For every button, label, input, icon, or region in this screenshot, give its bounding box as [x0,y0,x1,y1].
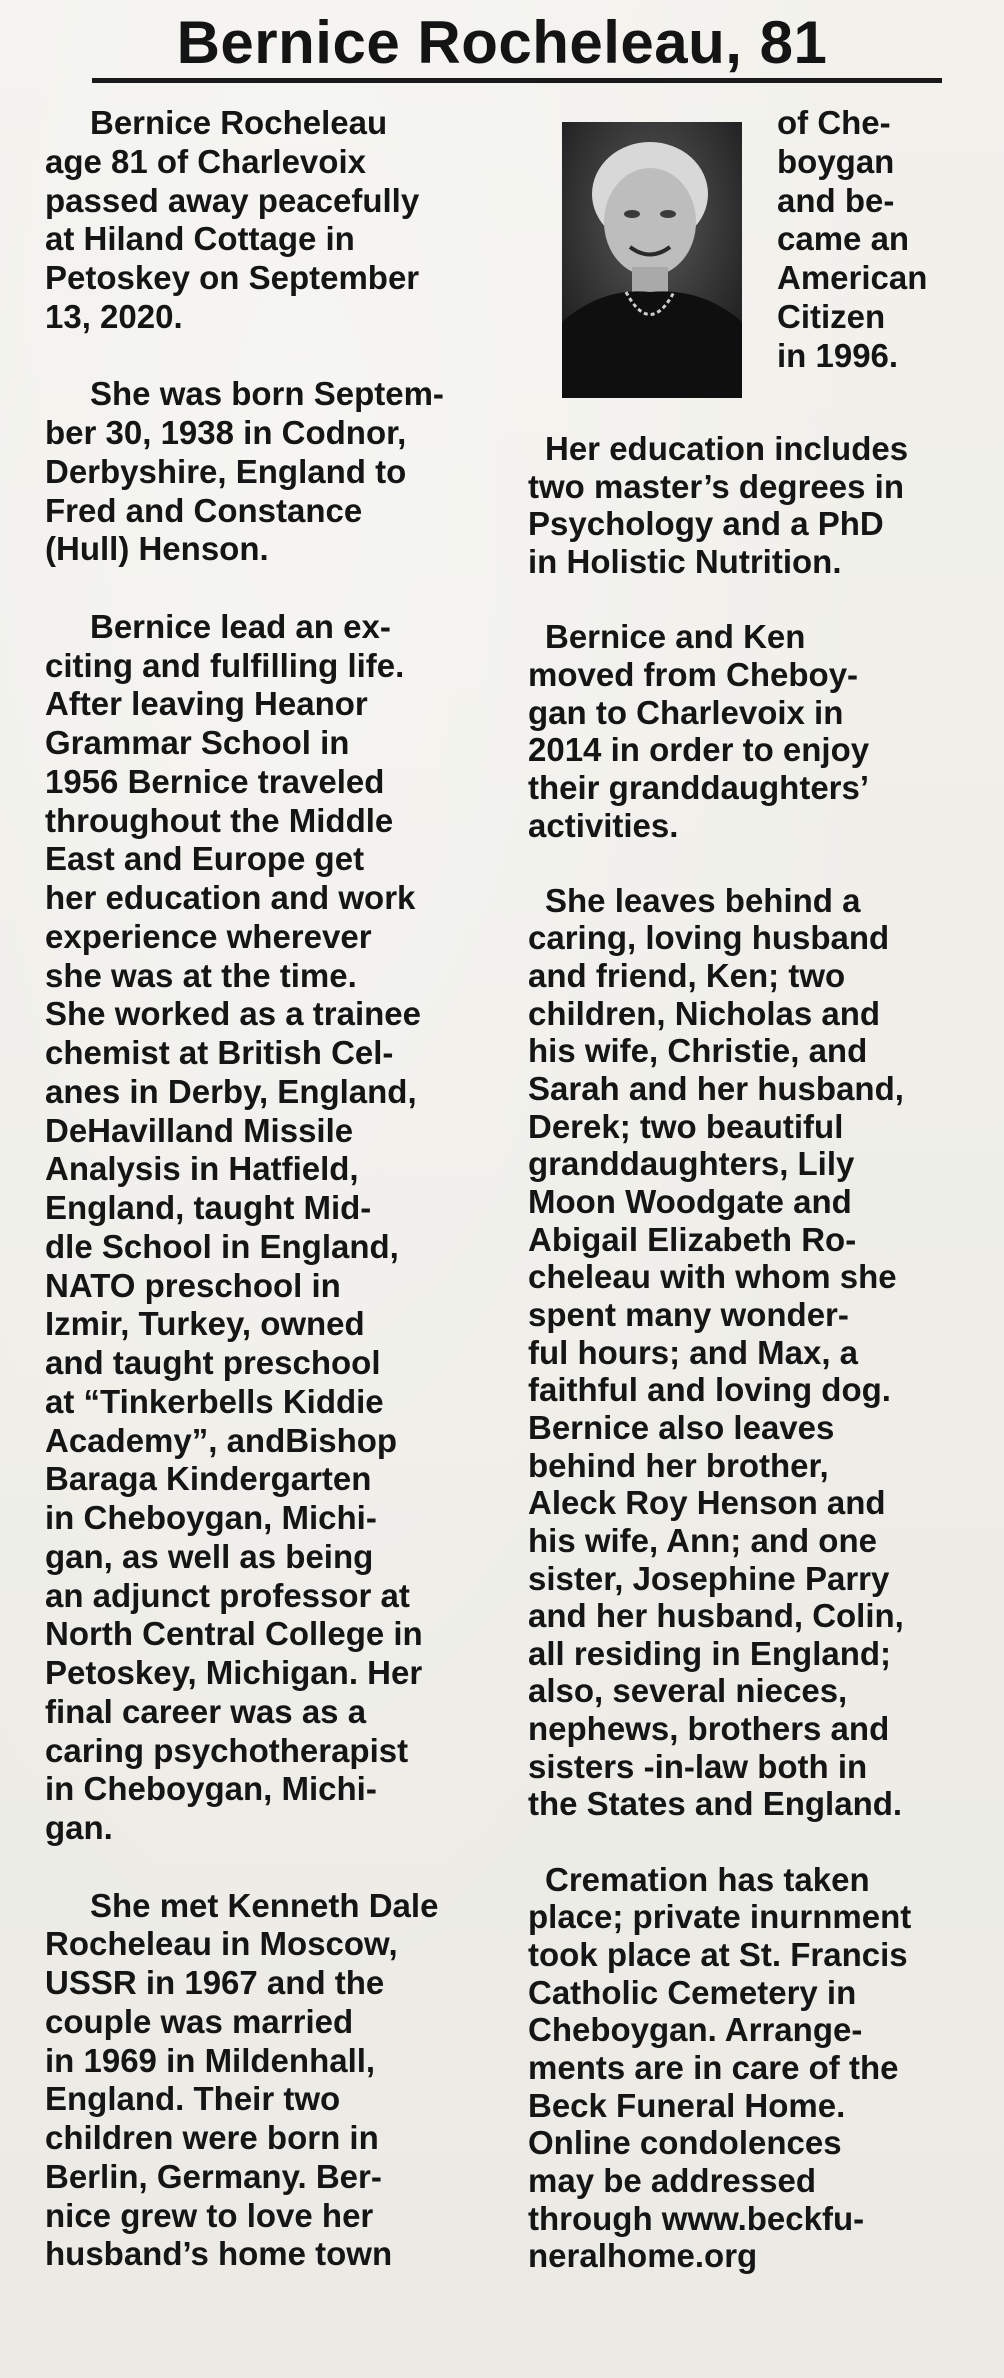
left-column-line: citing and fulfilling life. [45,646,405,684]
left-column-line: Baraga Kindergarten [45,1460,372,1498]
right-column-line: Psychology and a PhD [528,505,884,543]
right-column-line: ments are in care of the [528,2048,899,2086]
left-column-line: Berlin, Germany. Ber- [45,2157,382,2195]
left-column-line: Rocheleau in Moscow, [45,1925,398,1963]
left-column-line: (Hull) Henson. [45,530,269,568]
left-column-line: throughout the Middle [45,801,394,839]
right-column-line: and her husband, Colin, [528,1597,904,1635]
left-column-line: NATO preschool in [45,1266,341,1304]
left-column-line: DeHavilland Missile [45,1111,354,1149]
portrait-photo [562,122,742,398]
right-column-line: caring, loving husband [528,919,890,957]
left-column-line: Grammar School in [45,724,350,761]
right-column-line: neralhome.org [528,2237,758,2275]
right-column-line: took place at St. Francis [528,1936,908,1973]
left-column-line: at “Tinkerbells Kiddie [45,1382,384,1420]
left-column-line: She worked as a trainee [45,995,422,1033]
right-column-line: nephews, brothers and [528,1710,890,1748]
right-narrow-line: and be- [777,181,895,219]
left-column-line: England. Their two [45,2080,341,2118]
right-column-line: sister, Josephine Parry [528,1559,890,1597]
right-column-line: the States and England. [528,1785,903,1823]
left-column-line: age 81 of Charlevoix [45,142,366,180]
left-column-line: couple was married [45,2002,354,2040]
title-underline [92,78,942,83]
right-column-line: sisters -in-law both in [528,1747,868,1785]
left-column-line: in Cheboygan, Michi- [45,1770,377,1808]
right-column-line: Bernice also leaves [528,1408,835,1446]
left-column-line: children were born in [45,2119,379,2156]
right-column-line: and friend, Ken; two [528,957,846,995]
left-column-line: East and Europe get [45,840,365,878]
left-column-line: Bernice Rocheleau [90,104,388,141]
right-column-line: faithful and loving dog. [528,1371,891,1409]
right-narrow-line: in 1996. [777,336,899,374]
right-column-line: behind her brother, [528,1446,829,1484]
right-column-line: spent many wonder- [528,1295,849,1333]
left-column-line: Fred and Constance [45,491,363,529]
right-column-line: his wife, Christie, and [528,1032,868,1070]
right-column-line: their granddaughters’ [528,768,870,806]
right-column-line: his wife, Ann; and one [528,1521,877,1559]
left-column-line: North Central College in [45,1615,423,1653]
right-column-line: Moon Woodgate and [528,1183,852,1220]
left-column-line: final career was as a [45,1692,367,1730]
right-column-line: granddaughters, Lily [528,1145,855,1183]
right-narrow-line: Citizen [777,298,886,335]
left-column-line: in 1969 in Mildenhall, [45,2041,376,2079]
left-column-line: Academy”, andBishop [45,1421,398,1459]
left-column-line: she was at the time. [45,956,357,994]
left-column-line: England, taught Mid- [45,1189,372,1226]
right-column-line: Online condolences [528,2124,842,2162]
left-column-line: experience wherever [45,917,372,955]
right-column-line: may be addressed [528,2161,816,2199]
left-column-line: at Hiland Cottage in [45,220,355,258]
right-column-line: in Holistic Nutrition. [528,542,842,580]
right-column-line: Aleck Roy Henson and [528,1484,886,1522]
left-column-line: Petoskey on September [45,259,420,296]
left-column-line: nice grew to love her [45,2196,374,2234]
left-column-line: her education and work [45,879,416,916]
left-column-line: ber 30, 1938 in Codnor, [45,414,407,451]
right-column-line: Abigail Elizabeth Ro- [528,1220,857,1258]
left-column-line: After leaving Heanor [45,685,368,723]
left-column-line: anes in Derby, England, [45,1072,417,1110]
left-column-line: Derbyshire, England to [45,452,407,490]
right-column-line: Sarah and her husband, [528,1070,904,1108]
right-column-line: all residing in England; [528,1634,892,1672]
left-column-line: Izmir, Turkey, owned [45,1305,365,1343]
right-column-line: 2014 in order to enjoy [528,731,870,769]
left-column-line: USSR in 1967 and the [45,1964,385,2001]
right-column-line: place; private inurnment [528,1898,912,1936]
left-column-line: gan. [45,1809,113,1846]
left-column-line: She met Kenneth Dale [90,1886,439,1924]
right-column-line: two master’s degrees in [528,467,904,505]
right-column-line: She leaves behind a [545,881,861,919]
left-column-line: and taught preschool [45,1344,381,1381]
right-narrow-line: came an [777,220,910,258]
left-column-line: Analysis in Hatfield, [45,1150,359,1188]
right-column-line: Derek; two beautiful [528,1107,844,1145]
left-column-line: passed away peacefully [45,181,420,219]
left-column-line: chemist at British Cel- [45,1034,394,1071]
right-narrow-line: American [777,259,928,297]
left-column-line: 13, 2020. [45,297,183,335]
right-column-line: gan to Charlevoix in [528,693,844,731]
right-column-line: activities. [528,806,679,844]
right-column-line: moved from Cheboy- [528,655,859,693]
obituary-title: Bernice Rocheleau, 81 [176,9,828,76]
right-narrow-line: of Che- [777,104,891,141]
right-column-line: ful hours; and Max, a [528,1333,859,1371]
left-column-line: husband’s home town [45,2235,393,2273]
left-column-line: caring psychotherapist [45,1731,409,1769]
right-column-line: Cremation has taken [545,1860,870,1898]
left-column-line: Petoskey, Michigan. Her [45,1654,423,1691]
right-column-line: Catholic Cemetery in [528,1973,857,2011]
right-column-line: children, Nicholas and [528,994,881,1032]
left-column-line: dle School in England, [45,1227,399,1265]
right-column-line: Her education includes [545,430,909,467]
right-column-line: cheleau with whom she [528,1258,897,1296]
left-column-line: She was born Septem- [90,375,444,413]
left-column-line: gan, as well as being [45,1537,374,1575]
left-column-line: an adjunct professor at [45,1576,410,1614]
right-column-line: Bernice and Ken [545,618,806,656]
left-column-line: 1956 Bernice traveled [45,762,385,800]
right-column-line: also, several nieces, [528,1672,848,1710]
left-column-line: in Cheboygan, Michi- [45,1499,377,1536]
right-column-line: through www.beckfu- [528,2199,865,2237]
right-column-line: Cheboygan. Arrange- [528,2011,863,2049]
right-column-line: Beck Funeral Home. [528,2086,846,2124]
right-narrow-line: boygan [777,142,895,180]
left-column-line: Bernice lead an ex- [90,607,391,645]
